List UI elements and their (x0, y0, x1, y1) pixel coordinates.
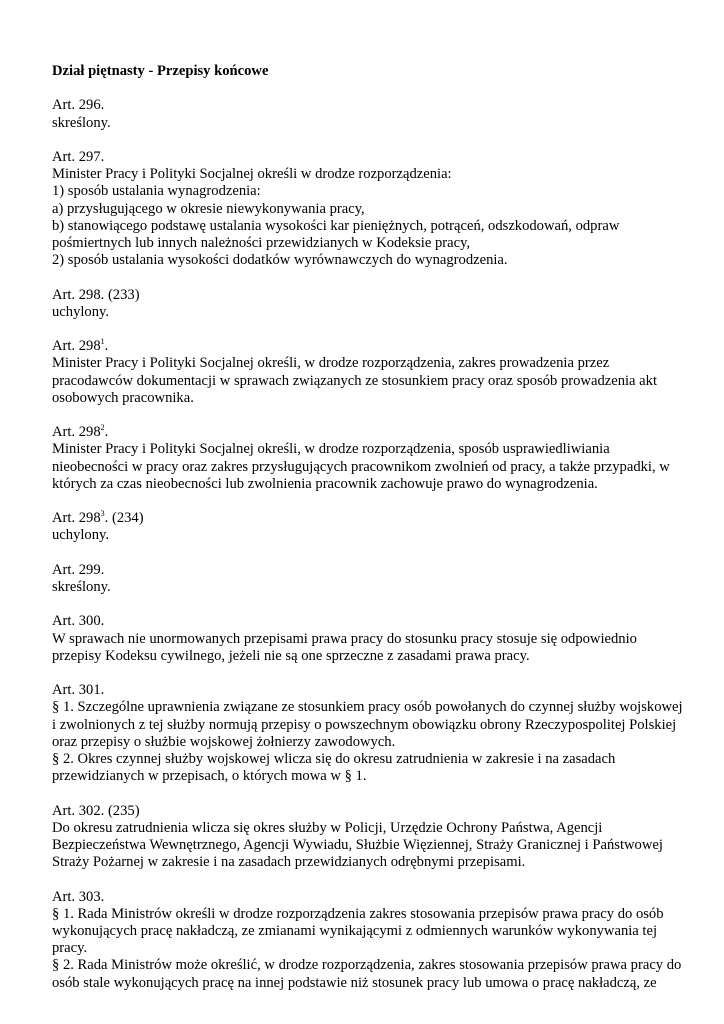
article-header (52, 338, 692, 355)
article-header-suffix: . (104, 338, 109, 355)
article-header (52, 510, 692, 527)
article-298-1 (52, 338, 692, 407)
article-text-line: nieobecności w pracy oraz zakres przysługujących pracownikom zwolnień od pracy, a także przypadki, w (52, 458, 670, 475)
article-296 (52, 97, 692, 131)
article-header: Art. 303. (52, 888, 105, 905)
article-number: Art. 298 (52, 424, 101, 441)
article-text-line: § 2. Rada Ministrów może określić, w drodze rozporządzenia, zakres stosowania przepisów prawa pracy do (52, 957, 682, 974)
article-header: Art. 299. (52, 561, 105, 578)
article-text-line: 2) sposób ustalania wysokości dodatków wyrównawczych do wynagrodzenia. (52, 252, 508, 269)
article-text-line: W sprawach nie unormowanych przepisami prawa pracy do stosunku pracy stosuje się odpowiednio (52, 630, 637, 647)
article-header: Art. 300. (52, 613, 105, 630)
article-superscript: 3 (100, 509, 105, 519)
article-header-suffix: . (234) (104, 510, 144, 527)
article-list (52, 97, 692, 991)
article-text-line: których za czas nieobecności lub zwolnienia pracownik zachowuje prawo do wynagrodzenia. (52, 475, 598, 492)
article-303 (52, 889, 692, 992)
article-298-3 (52, 510, 692, 544)
article-superscript: 2 (100, 423, 105, 433)
article-text-line: skreślony. (52, 578, 111, 595)
article-number: Art. 298 (52, 338, 101, 355)
article-text-line: uchylony. (52, 527, 110, 544)
article-number: Art. 298 (52, 510, 101, 527)
article-text-line: pracodawców dokumentacji w sprawach związanych ze stosunkiem pracy oraz sposób prowadzenia akt (52, 372, 657, 389)
article-header: Art. 301. (52, 682, 105, 699)
article-text-line: przewidzianych w przepisach, o których mowa w § 1. (52, 768, 367, 785)
document-page (52, 63, 692, 1009)
article-text-line: Bezpieczeństwa Wewnętrznego, Agencji Wywiadu, Służbie Więziennej, Straży Granicznej i Państwowej (52, 836, 663, 853)
article-text-line: b) stanowiącego podstawę ustalania wysokości kar pieniężnych, potrąceń, odszkodowań, odpraw (52, 217, 620, 234)
article-text-line: § 1. Rada Ministrów określi w drodze rozporządzenia zakres stosowania przepisów prawa pracy do osób (52, 905, 664, 922)
article-301 (52, 682, 692, 785)
article-text-line: przepisy Kodeksu cywilnego, jeżeli nie są one sprzeczne z zasadami prawa pracy. (52, 647, 530, 664)
article-header: Art. 296. (52, 97, 105, 114)
article-text-line: Minister Pracy i Polityki Socjalnej określi, w drodze rozporządzenia, sposób usprawiedliwiania (52, 441, 610, 458)
article-text-line: § 2. Okres czynnej służby wojskowej wlicza się do okresu zatrudnienia w zakresie i na zasadach (52, 750, 616, 767)
article-299 (52, 562, 692, 596)
article-header: Art. 302. (235) (52, 802, 140, 819)
article-text-line: i zwolnionych z tej służby normują przepisy o powszechnym obowiązku obrony Rzeczypospolitej Polskiej (52, 716, 677, 733)
article-header (52, 424, 692, 441)
article-text-line: oraz przepisy o służbie wojskowej żołnierzy zawodowych. (52, 733, 396, 750)
article-text-line: § 1. Szczególne uprawnienia związane ze stosunkiem pracy osób powołanych do czynnej służby wojskowej (52, 699, 683, 716)
article-text-line: osobowych pracownika. (52, 389, 194, 406)
article-text-line: wykonujących pracę nakładczą, ze zmianami wynikającymi z odmiennych warunków wykonywania tej (52, 922, 658, 939)
article-text-line: Do okresu zatrudnienia wlicza się okres służby w Policji, Urzędzie Ochrony Państwa, Agencji (52, 819, 603, 836)
article-text-line: pośmiertnych lub innych należności przewidzianych w Kodeksie pracy, (52, 235, 471, 251)
article-297 (52, 149, 692, 269)
article-text-line: Minister Pracy i Polityki Socjalnej określi, w drodze rozporządzenia, zakres prowadzenia przez (52, 355, 610, 372)
article-header: Art. 298. (233) (52, 286, 140, 303)
article-header-suffix: . (104, 424, 109, 441)
article-text-line: 1) sposób ustalania wynagrodzenia: (52, 183, 261, 200)
article-text-line: Straży Pożarnej w zakresie i na zasadach przewidzianych odrębnymi przepisami. (52, 854, 526, 871)
article-text-line: Minister Pracy i Polityki Socjalnej określi w drodze rozporządzenia: (52, 166, 452, 183)
article-text-line: osób stale wykonujących pracę na innej podstawie niż stosunek pracy lub umowa o pracę nakładczą, ze (52, 974, 657, 991)
article-298 (52, 287, 692, 321)
section-title: Dział piętnasty - Przepisy końcowe (52, 63, 269, 79)
article-298-2 (52, 424, 692, 493)
article-text-line: a) przysługującego w okresie niewykonywania pracy, (52, 200, 365, 217)
article-text-line: pracy. (52, 940, 88, 957)
article-text-line: skreślony. (52, 114, 111, 131)
article-text-line: uchylony. (52, 303, 110, 320)
article-header: Art. 297. (52, 148, 105, 165)
article-300 (52, 613, 692, 665)
article-superscript: 1 (100, 337, 105, 347)
article-302 (52, 803, 692, 872)
